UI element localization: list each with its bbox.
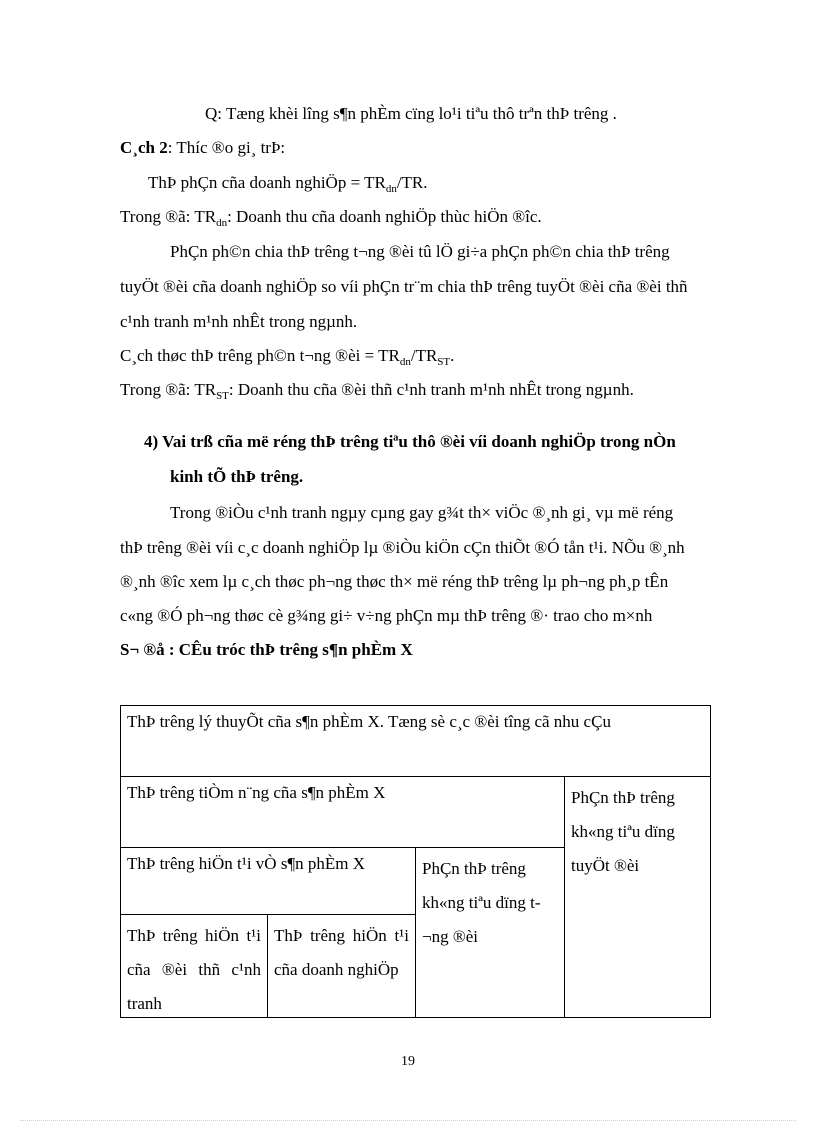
body-line-4 [120, 606, 652, 626]
current-market-label: ThÞ trêng hiÖn t¹i vÒ s¶n phÈm X [127, 854, 366, 873]
relative-share-text-3: c¹nh tranh m¹nh nhÊt trong ngµnh. [120, 312, 358, 331]
current-market-box [120, 847, 416, 915]
relative-share-text-1: PhÇn ph©n chia thÞ trêng t¬ng ®èi tû lÖ gi÷a phÇn ph©n chia thÞ trêng [170, 242, 670, 261]
theoretical-market-label: ThÞ trêng lý thuyÕt cña s¶n phÈm X. Tæng sè c¸c ®èi tîng cã nhu cÇu [127, 712, 611, 731]
section-heading-line-1 [144, 432, 676, 452]
diagram-title [120, 640, 413, 660]
formula-subscript: dn [385, 183, 397, 195]
section-heading-line-2 [170, 467, 303, 487]
where-rhs: : Doanh thu cña doanh nghiÖp thùc hiÖn ®îc. [227, 207, 542, 226]
where-lhs: Trong ®ã: TR [120, 207, 217, 226]
formula-lhs: ThÞ phÇn cña doanh nghiÖp = TR [148, 173, 386, 192]
relative-non-consumption-box [415, 847, 565, 1018]
where2-rhs: : Doanh thu cña ®èi thñ c¹nh tranh m¹nh nhÊt trong ngµnh. [228, 380, 634, 399]
page-bottom-rule [20, 1120, 796, 1121]
where2-lhs: Trong ®ã: TR [120, 380, 217, 399]
company-market-box [267, 914, 416, 1018]
market-structure-diagram [120, 705, 711, 1018]
method-2-rest: : Thíc ®o gi¸ trÞ: [167, 138, 286, 157]
relative-share-formula [120, 346, 454, 366]
body-text-2: thÞ trêng ®èi víi c¸c doanh nghiÖp lµ ®iÒu kiÖn cÇn thiÕt ®Ó tån t¹i. NÕu ®¸nh [120, 538, 685, 557]
relative-share-line-3 [120, 312, 357, 332]
relative-share-text-2: tuyÖt ®èi cña doanh nghiÖp so víi phÇn tr¨m chia thÞ trêng tuyÖt ®èi cña ®èi thñ [120, 277, 688, 296]
competitors-market-box [120, 914, 268, 1018]
body-line-2 [120, 538, 685, 558]
competitors-market-label: ThÞ trêng hiÖn t¹i cña ®èi thñ c¹nh tranh [127, 926, 261, 1013]
where-tr-dn [120, 207, 542, 227]
body-line-3 [120, 572, 668, 592]
where-tr-st [120, 380, 634, 400]
method-2-line [120, 138, 285, 158]
absolute-non-consumption-box [564, 776, 711, 1018]
relative-share-line-1 [170, 242, 670, 262]
diagram-title-text: S¬ ®å : CÊu tróc thÞ trêng s¶n phÈm X [120, 640, 413, 659]
company-market-label: ThÞ trêng hiÖn t¹i cña doanh nghiÖp [274, 926, 409, 979]
relative-formula-lhs: C¸ch thøc thÞ trêng ph©n t¬ng ®èi = TR [120, 346, 400, 365]
body-text-1: Trong ®iÒu c¹nh tranh ngµy cµng gay g¾t th× viÖc ®¸nh gi¸ vµ më réng [170, 503, 674, 522]
relative-non-consumption-label: PhÇn thÞ trêng kh«ng tiªu dïng t¬ng ®èi [422, 859, 541, 946]
q-definition-text: Q: Tæng khèi lîng s¶n phÈm cïng lo¹i tiªu thô trªn thÞ trêng . [205, 104, 617, 123]
where2-subscript: ST [216, 390, 229, 402]
formula-rhs: /TR. [396, 173, 428, 192]
theoretical-market-box [120, 705, 711, 777]
relative-share-line-2 [120, 277, 688, 297]
where-subscript: dn [216, 217, 228, 229]
q-definition [205, 104, 617, 124]
body-line-1 [170, 503, 673, 523]
market-share-formula [148, 173, 428, 193]
method-2-label: C¸ch 2 [120, 138, 168, 157]
relative-formula-mid: /TR [410, 346, 438, 365]
relative-formula-subscript-1: dn [399, 356, 411, 368]
relative-formula-subscript-2: ST [437, 356, 451, 368]
page-number: 19 [401, 1054, 415, 1069]
potential-market-label: ThÞ trêng tiÒm n¨ng cña s¶n phÈm X [127, 783, 386, 802]
absolute-non-consumption-label: PhÇn thÞ trêng kh«ng tiªu dïng tuyÖt ®èi [571, 788, 675, 875]
section-heading-text-2: kinh tÕ thÞ trêng. [170, 467, 304, 486]
body-text-4: c«ng ®Ó ph¬ng thøc cè g¾ng gi÷ v÷ng phÇn mµ thÞ trêng ®· trao cho m×nh [120, 606, 653, 625]
relative-formula-end: . [450, 346, 455, 365]
body-text-3: ®¸nh ®îc xem lµ c¸ch thøc ph¬ng thøc th× më réng thÞ trêng lµ ph¬ng ph¸p tÊn [120, 572, 669, 591]
section-heading-text-1: 4) Vai trß cña më réng thÞ trêng tiªu thô ®èi víi doanh nghiÖp trong nÒn [144, 432, 676, 451]
potential-market-box [120, 776, 565, 848]
